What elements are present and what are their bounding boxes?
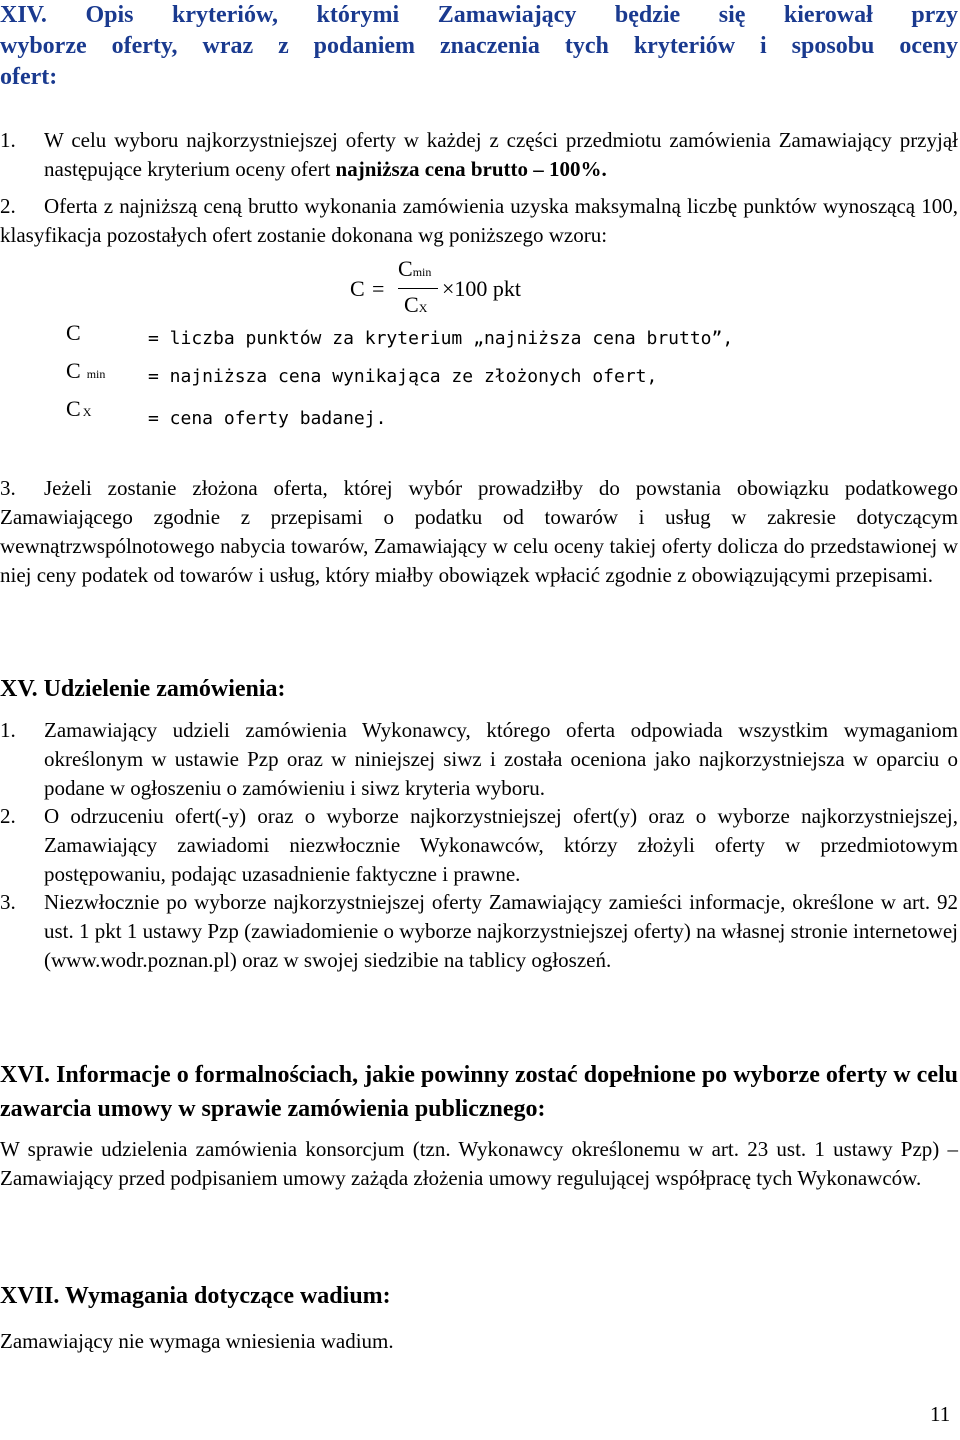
vat-text: Jeżeli zostanie złożona oferta, której wybór prowadziłby do powstania obowiązku podatkowego Zamawiającego zgodnie z przepisami o podatku od towarów i usług w zakresie dotyczącym wewnątrzwspólnotowego nabycia towarów, Zamawiający w celu oceny takiej oferty dolicza do przedstawionej w niej ceny podatek od towarów i usług, który miałby obowiązek wpłacić zgodnie z obowiązującymi przepisami. bbox=[0, 476, 958, 587]
section-xvii-heading: XVII. Wymagania dotyczące wadium: bbox=[0, 1283, 391, 1309]
numerator-symbol: C bbox=[398, 256, 413, 281]
vat-paragraph bbox=[0, 474, 958, 590]
formula-multiplier: ×100 pkt bbox=[442, 276, 522, 301]
item-number: 3. bbox=[0, 476, 16, 500]
page-number: 11 bbox=[930, 1402, 951, 1426]
award-item: Niezwłocznie po wyborze najkorzystniejszej oferty Zamawiający zamieści informacje, określone w art. 92 ust. 1 pkt 1 ustawy Pzp (zawiadomienie o wyborze najkorzystniejszej oferty) na własnej stronie internetowej (www.wodr.poznan.pl) oraz w swojej siedzibie na tablicy ogłoszeń. bbox=[44, 890, 958, 972]
section-xvi-text: W sprawie udzielenia zamówienia konsorcjum (tzn. Wykonawcy określonemu w art. 23 ust. 1 ustawy Pzp) – Zamawiający przed podpisaniem umowy zażąda złożenia umowy regulującej współpracę tych Wykonawców. bbox=[0, 1137, 958, 1190]
award-item: O odrzuceniu ofert(-y) oraz o wyborze najkorzystniejszej ofert(y) oraz o wyborze najkorzystniejszej, Zamawiający zawiadomi niezwłocznie Wykonawców, którzy złożyli oferty w przedmiotowym postępowaniu, podając uzasadnienie faktyczne i prawne. bbox=[44, 804, 958, 886]
criterion-text: W celu wyboru najkorzystniejszej oferty w każdej z części przedmiotu zamówienia Zamawiający przyjął następujące kryterium oceny ofert bbox=[44, 128, 958, 181]
formula-equals: = bbox=[372, 276, 385, 301]
legend-symbol: Cmin bbox=[66, 358, 106, 383]
section-xvii-text: Zamawiający nie wymaga wniesienia wadium. bbox=[0, 1329, 394, 1353]
section-xvi-heading: XVI. Informacje o formalnościach, jakie powinny zostać dopełnione po wyborze oferty w celu zawarcia umowy w sprawie zamówienia publicznego: bbox=[0, 1062, 958, 1122]
scoring-text: Oferta z najniższą ceną brutto wykonania zamówienia uzyska maksymalną liczbę punktów wynoszącą 100, klasyfikacja pozostałych ofert zostanie dokonana wg poniższego wzoru: bbox=[0, 194, 958, 247]
formula-lhs: C bbox=[350, 276, 365, 301]
legend-description: = liczba punktów za kryterium „najniższa cena brutto”, bbox=[148, 328, 734, 349]
item-number: 3. bbox=[0, 890, 16, 914]
heading-line: wyborze oferty, wraz z podaniem znaczenia tych kryteriów i sposobu oceny bbox=[0, 33, 958, 59]
section-xiv-heading bbox=[0, 0, 958, 93]
heading-line: ofert: bbox=[0, 64, 58, 90]
legend-symbol: C bbox=[66, 320, 81, 345]
formula-legend-row bbox=[66, 396, 926, 429]
criterion-paragraph bbox=[44, 126, 958, 184]
formula-numerator bbox=[398, 256, 431, 282]
award-item: Zamawiający udzieli zamówienia Wykonawcy, którego oferta odpowiada wszystkim wymaganiom określonym w ustawie Pzp oraz w niniejszej siwz i została oceniona jako najkorzystniejsza w oparciu o podane w ogłoszeniu o zamówieniu i siwz kryteria wyboru. bbox=[44, 718, 958, 800]
item-number: 1. bbox=[0, 718, 16, 742]
section-xiv bbox=[0, 0, 960, 640]
criterion-bold: najniższa cena brutto – 100%. bbox=[335, 157, 607, 181]
legend-description: = cena oferty badanej. bbox=[148, 408, 387, 429]
formula-denominator bbox=[404, 292, 427, 318]
denominator-sub: X bbox=[418, 301, 428, 315]
denominator-symbol: C bbox=[404, 292, 419, 317]
legend-description: = najniższa cena wynikająca ze złożonych ofert, bbox=[148, 366, 658, 387]
item-number: 2. bbox=[0, 194, 16, 218]
formula-legend-row bbox=[66, 320, 926, 350]
scoring-paragraph bbox=[0, 192, 958, 250]
legend-symbol: C X bbox=[66, 396, 92, 421]
item-number: 2. bbox=[0, 804, 16, 828]
fraction-bar bbox=[398, 288, 438, 289]
formula-legend-row bbox=[66, 358, 926, 388]
section-xv-heading: XV. Udzielenie zamówienia: bbox=[0, 676, 286, 702]
heading-line: XIV. Opis kryteriów, którymi Zamawiający będzie się kierował przy bbox=[0, 2, 958, 28]
numerator-sub: min bbox=[412, 265, 432, 279]
price-formula bbox=[350, 256, 590, 326]
item-number: 1. bbox=[0, 128, 16, 152]
